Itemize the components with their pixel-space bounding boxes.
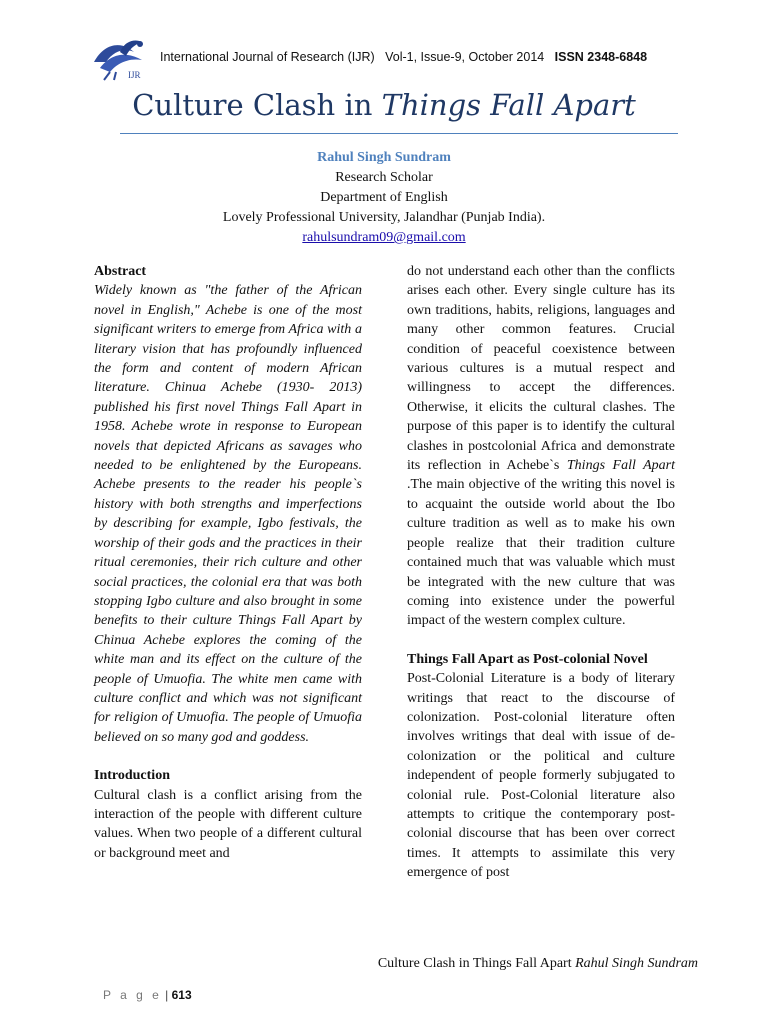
author-department: Department of English (320, 190, 448, 205)
author-email-link[interactable]: rahulsundram09@gmail.com (302, 230, 466, 245)
page-number: 613 (171, 988, 192, 1002)
journal-logo (90, 22, 154, 84)
page-separator: | (165, 988, 169, 1002)
journal-issn: ISSN 2348-6848 (554, 50, 648, 64)
abstract-text: Widely known as "the father of the African novel in English," Achebe is one of the most significant writers to emerge from Africa with a literary vision that has profoundly influenced the form and content of modern African literature. Chinua Achebe (1930- 2013) published his first novel Things Fall Apart in 1958. Achebe wrote in response to European novels that depicted Africans as savages who needed to be enlightened by the Europeans. Achebe presents to the reader his people`s history with both strengths and imperfections by describing for example, Igbo festivals, the worship of their gods and the practices in their ritual ceremonies, their rich culture and other social practices, the colonial era that was both stopping Igbo culture and also brought in some benefits to their culture Things Fall Apart by Chinua Achebe explores the coming of the white man and its effect on the culture of the people of Umuofia. The white men came with culture conflict and which was not significant for religion of Umuofia. The people of Umuofia believed on so many god and goddess. (94, 283, 362, 745)
author-block (0, 148, 768, 248)
postcolonial-heading: Things Fall Apart as Post-colonial Novel (407, 651, 648, 667)
novel-title-italic: Things Fall Apart (566, 458, 676, 474)
abstract-heading: Abstract (94, 264, 147, 279)
introduction-heading: Introduction (94, 768, 170, 784)
author-university: Lovely Professional University, Jalandhar (Punjab India). (222, 210, 546, 225)
journal-name: International Journal of Research (IJR) (160, 50, 375, 64)
paper-title (0, 88, 768, 122)
author-role: Research Scholar (335, 170, 433, 185)
footer-running-title (378, 956, 698, 972)
page-number-label (103, 988, 192, 1002)
page-word: P a g e (103, 988, 162, 1002)
author-name: Rahul Singh Sundram (317, 150, 451, 165)
journal-header (160, 50, 647, 64)
journal-volume: Vol-1, Issue-9, October 2014 (385, 50, 545, 64)
introduction-text: Cultural clash is a conflict arising from the interaction of the people with different culture values. When two people of a different cultural or background meet and (94, 787, 362, 861)
footer-author: Rahul Singh Sundram (575, 956, 698, 971)
title-divider (120, 133, 678, 134)
right-paragraph-1: do not understand each other than the conflicts arises each other. Every single culture has its own traditions, habits, religions, languages and many other common features. Crucial condition of peaceful coexistence between various cultures is a mutual respect and willingness to accept the differences. Otherwise, it elicits the cultural clashes. The purpose of this paper is to identify the cultural clashes in postcolonial Africa and demonstrate its reflection in Achebe`s Things Fall Apart .The main objective of the writing this novel is to acquaint the outside world about the Ibo culture tradition as well as to make his own people realize that their tradition culture contained much that was valuable which must be integrated with the new culture that was coming into existence under the powerful impact of the western complex culture. (407, 264, 676, 629)
footer-title-text: Culture Clash in Things Fall Apart (377, 956, 576, 971)
right-column (407, 262, 675, 883)
right-paragraph-2: Post-Colonial Literature is a body of literary writings that react to the discourse of colonization. Post-colonial literature often involves writings that deal with issue of de-colonization or the political and culture independent of people formerly subjugated to colonial rule. Post-Colonial literature also attempts to critique the contemporary post-colonial discourse that has been over correct times. It attempts to assimilate this very emergence of post (407, 671, 675, 881)
left-column (94, 262, 362, 863)
logo-text: IJR (128, 70, 141, 80)
title-main: Culture Clash in (132, 88, 382, 122)
title-italic: Things Fall Apart (381, 88, 636, 122)
